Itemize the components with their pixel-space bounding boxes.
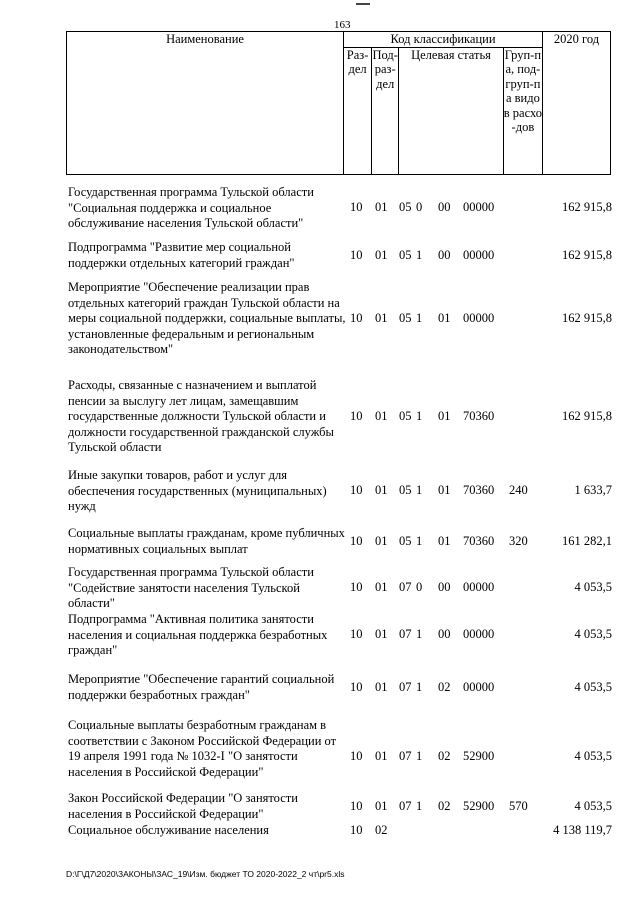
row-tselevaya-4: 00000 (463, 311, 495, 325)
row-tselevaya-1: 07 (399, 799, 412, 813)
row-tselevaya-2: 1 (416, 409, 423, 423)
row-tselevaya-1: 05 (399, 409, 412, 423)
row-podrazdel: 01 (375, 483, 388, 497)
row-name: Государственная программа Тульской области "Социальная поддержка и социальное обслуживание населения Тульской области" (68, 185, 314, 230)
header-classification: Код классификации (344, 32, 543, 48)
row-tselevaya-3: 00 (438, 627, 451, 641)
row-tselevaya-2: 1 (416, 749, 423, 763)
row-name: Социальные выплаты безработным гражданам в соответствии с Законом Российской Федерации от 19 апреля 1991 года № 1032-I "О занятости населения в Российской Федерации" (68, 718, 337, 779)
row-tselevaya-3: 02 (438, 749, 451, 763)
row-tselevaya-4: 00000 (463, 200, 495, 214)
row-tselevaya-2: 1 (416, 799, 423, 813)
row-razdel: 10 (350, 483, 363, 497)
row-name: Закон Российской Федерации "О занятости населения в Российской Федерации" (68, 791, 298, 821)
row-tselevaya-1: 05 (399, 534, 412, 548)
row-name: Мероприятие "Обеспечение реализации прав отдельных категорий граждан Тульской области на меры социальной поддержки, социальные выплаты, установленные федеральным и региональным законодательством" (68, 280, 346, 356)
row-podrazdel: 01 (375, 248, 388, 262)
row-name: Расходы, связанные с назначением и выплатой пенсии за выслугу лет лицам, замещавшим государственные должности Тульской области и должности государственной гражданской службы Тульской области (68, 378, 334, 454)
row-tselevaya-3: 01 (438, 409, 451, 423)
row-podrazdel: 01 (375, 580, 388, 594)
row-podrazdel: 01 (375, 799, 388, 813)
header-name: Наименование (67, 32, 344, 175)
row-tselevaya-3: 00 (438, 580, 451, 594)
row-podrazdel: 01 (375, 749, 388, 763)
row-amount: 162 915,8 (562, 311, 612, 325)
row-tselevaya-2: 0 (416, 200, 423, 214)
header-podrazdel: Под-раз-дел (372, 47, 399, 174)
row-tselevaya-1: 07 (399, 627, 412, 641)
row-tselevaya-3: 01 (438, 534, 451, 548)
row-amount: 161 282,1 (562, 534, 612, 548)
row-tselevaya-4: 00000 (463, 580, 495, 594)
row-name: Государственная программа Тульской области "Содействие занятости населения Тульской области" (68, 565, 314, 610)
row-podrazdel: 01 (375, 680, 388, 694)
row-tselevaya-1: 05 (399, 248, 412, 262)
row-tselevaya-1: 05 (399, 311, 412, 325)
row-gruppa: 570 (509, 799, 528, 813)
row-amount: 4 053,5 (574, 680, 612, 694)
row-gruppa: 240 (509, 483, 528, 497)
row-razdel: 10 (350, 409, 363, 423)
row-podrazdel: 02 (375, 823, 388, 837)
row-tselevaya-4: 00000 (463, 627, 495, 641)
row-tselevaya-3: 01 (438, 483, 451, 497)
row-name: Подпрограмма "Развитие мер социальной поддержки отдельных категорий граждан" (68, 240, 295, 270)
row-razdel: 10 (350, 534, 363, 548)
row-tselevaya-3: 02 (438, 680, 451, 694)
row-podrazdel: 01 (375, 627, 388, 641)
row-tselevaya-4: 52900 (463, 799, 495, 813)
header-gruppa: Груп-па, под-груп-па видов расхо-дов (503, 47, 542, 174)
row-tselevaya-2: 0 (416, 580, 423, 594)
row-podrazdel: 01 (375, 311, 388, 325)
header-razdel: Раз-дел (344, 47, 372, 174)
row-tselevaya-1: 07 (399, 749, 412, 763)
row-amount: 4 053,5 (574, 580, 612, 594)
row-tselevaya-1: 07 (399, 580, 412, 594)
row-razdel: 10 (350, 311, 363, 325)
row-gruppa: 320 (509, 534, 528, 548)
row-amount: 162 915,8 (562, 409, 612, 423)
row-tselevaya-2: 1 (416, 311, 423, 325)
row-razdel: 10 (350, 627, 363, 641)
row-amount: 4 138 119,7 (553, 823, 612, 837)
row-amount: 4 053,5 (574, 799, 612, 813)
row-amount: 162 915,8 (562, 248, 612, 262)
row-razdel: 10 (350, 749, 363, 763)
row-tselevaya-2: 1 (416, 627, 423, 641)
row-tselevaya-1: 05 (399, 200, 412, 214)
row-tselevaya-2: 1 (416, 248, 423, 262)
row-name: Социальное обслуживание населения (68, 823, 269, 837)
row-tselevaya-3: 02 (438, 799, 451, 813)
row-name: Иные закупки товаров, работ и услуг для обеспечения государственных (муниципальных) нужд (68, 468, 327, 513)
row-tselevaya-3: 00 (438, 200, 451, 214)
row-tselevaya-3: 00 (438, 248, 451, 262)
row-razdel: 10 (350, 200, 363, 214)
row-tselevaya-4: 70360 (463, 534, 495, 548)
row-tselevaya-4: 70360 (463, 483, 495, 497)
row-amount: 1 633,7 (574, 483, 612, 497)
row-tselevaya-2: 1 (416, 534, 423, 548)
row-tselevaya-4: 00000 (463, 680, 495, 694)
row-tselevaya-2: 1 (416, 680, 423, 694)
row-tselevaya-1: 05 (399, 483, 412, 497)
table-header (66, 31, 611, 175)
row-tselevaya-2: 1 (416, 483, 423, 497)
row-amount: 162 915,8 (562, 200, 612, 214)
row-tselevaya-4: 70360 (463, 409, 495, 423)
row-amount: 4 053,5 (574, 749, 612, 763)
header-tselevaya: Целевая статья (399, 47, 504, 174)
row-podrazdel: 01 (375, 534, 388, 548)
row-razdel: 10 (350, 823, 363, 837)
row-name: Мероприятие "Обеспечение гарантий социальной поддержки безработных граждан" (68, 672, 335, 702)
row-name: Социальные выплаты гражданам, кроме публичных нормативных социальных выплат (68, 526, 345, 556)
row-podrazdel: 01 (375, 200, 388, 214)
row-tselevaya-4: 52900 (463, 749, 495, 763)
row-tselevaya-4: 00000 (463, 248, 495, 262)
row-razdel: 10 (350, 799, 363, 813)
row-name: Подпрограмма "Активная политика занятости населения и социальная поддержка безработных граждан" (68, 612, 328, 657)
row-tselevaya-3: 01 (438, 311, 451, 325)
file-path-footer: D:\Г\Д7\2020\ЗАКОНЫ\ЗАС_19\Изм. бюджет ТО 2020-2022_2 чт\pr5.xls (66, 869, 345, 879)
header-year: 2020 год (543, 32, 611, 175)
row-razdel: 10 (350, 580, 363, 594)
pen-mark (356, 3, 370, 5)
row-razdel: 10 (350, 680, 363, 694)
page-number: 163 (334, 19, 351, 31)
row-podrazdel: 01 (375, 409, 388, 423)
row-tselevaya-1: 07 (399, 680, 412, 694)
row-razdel: 10 (350, 248, 363, 262)
row-amount: 4 053,5 (574, 627, 612, 641)
